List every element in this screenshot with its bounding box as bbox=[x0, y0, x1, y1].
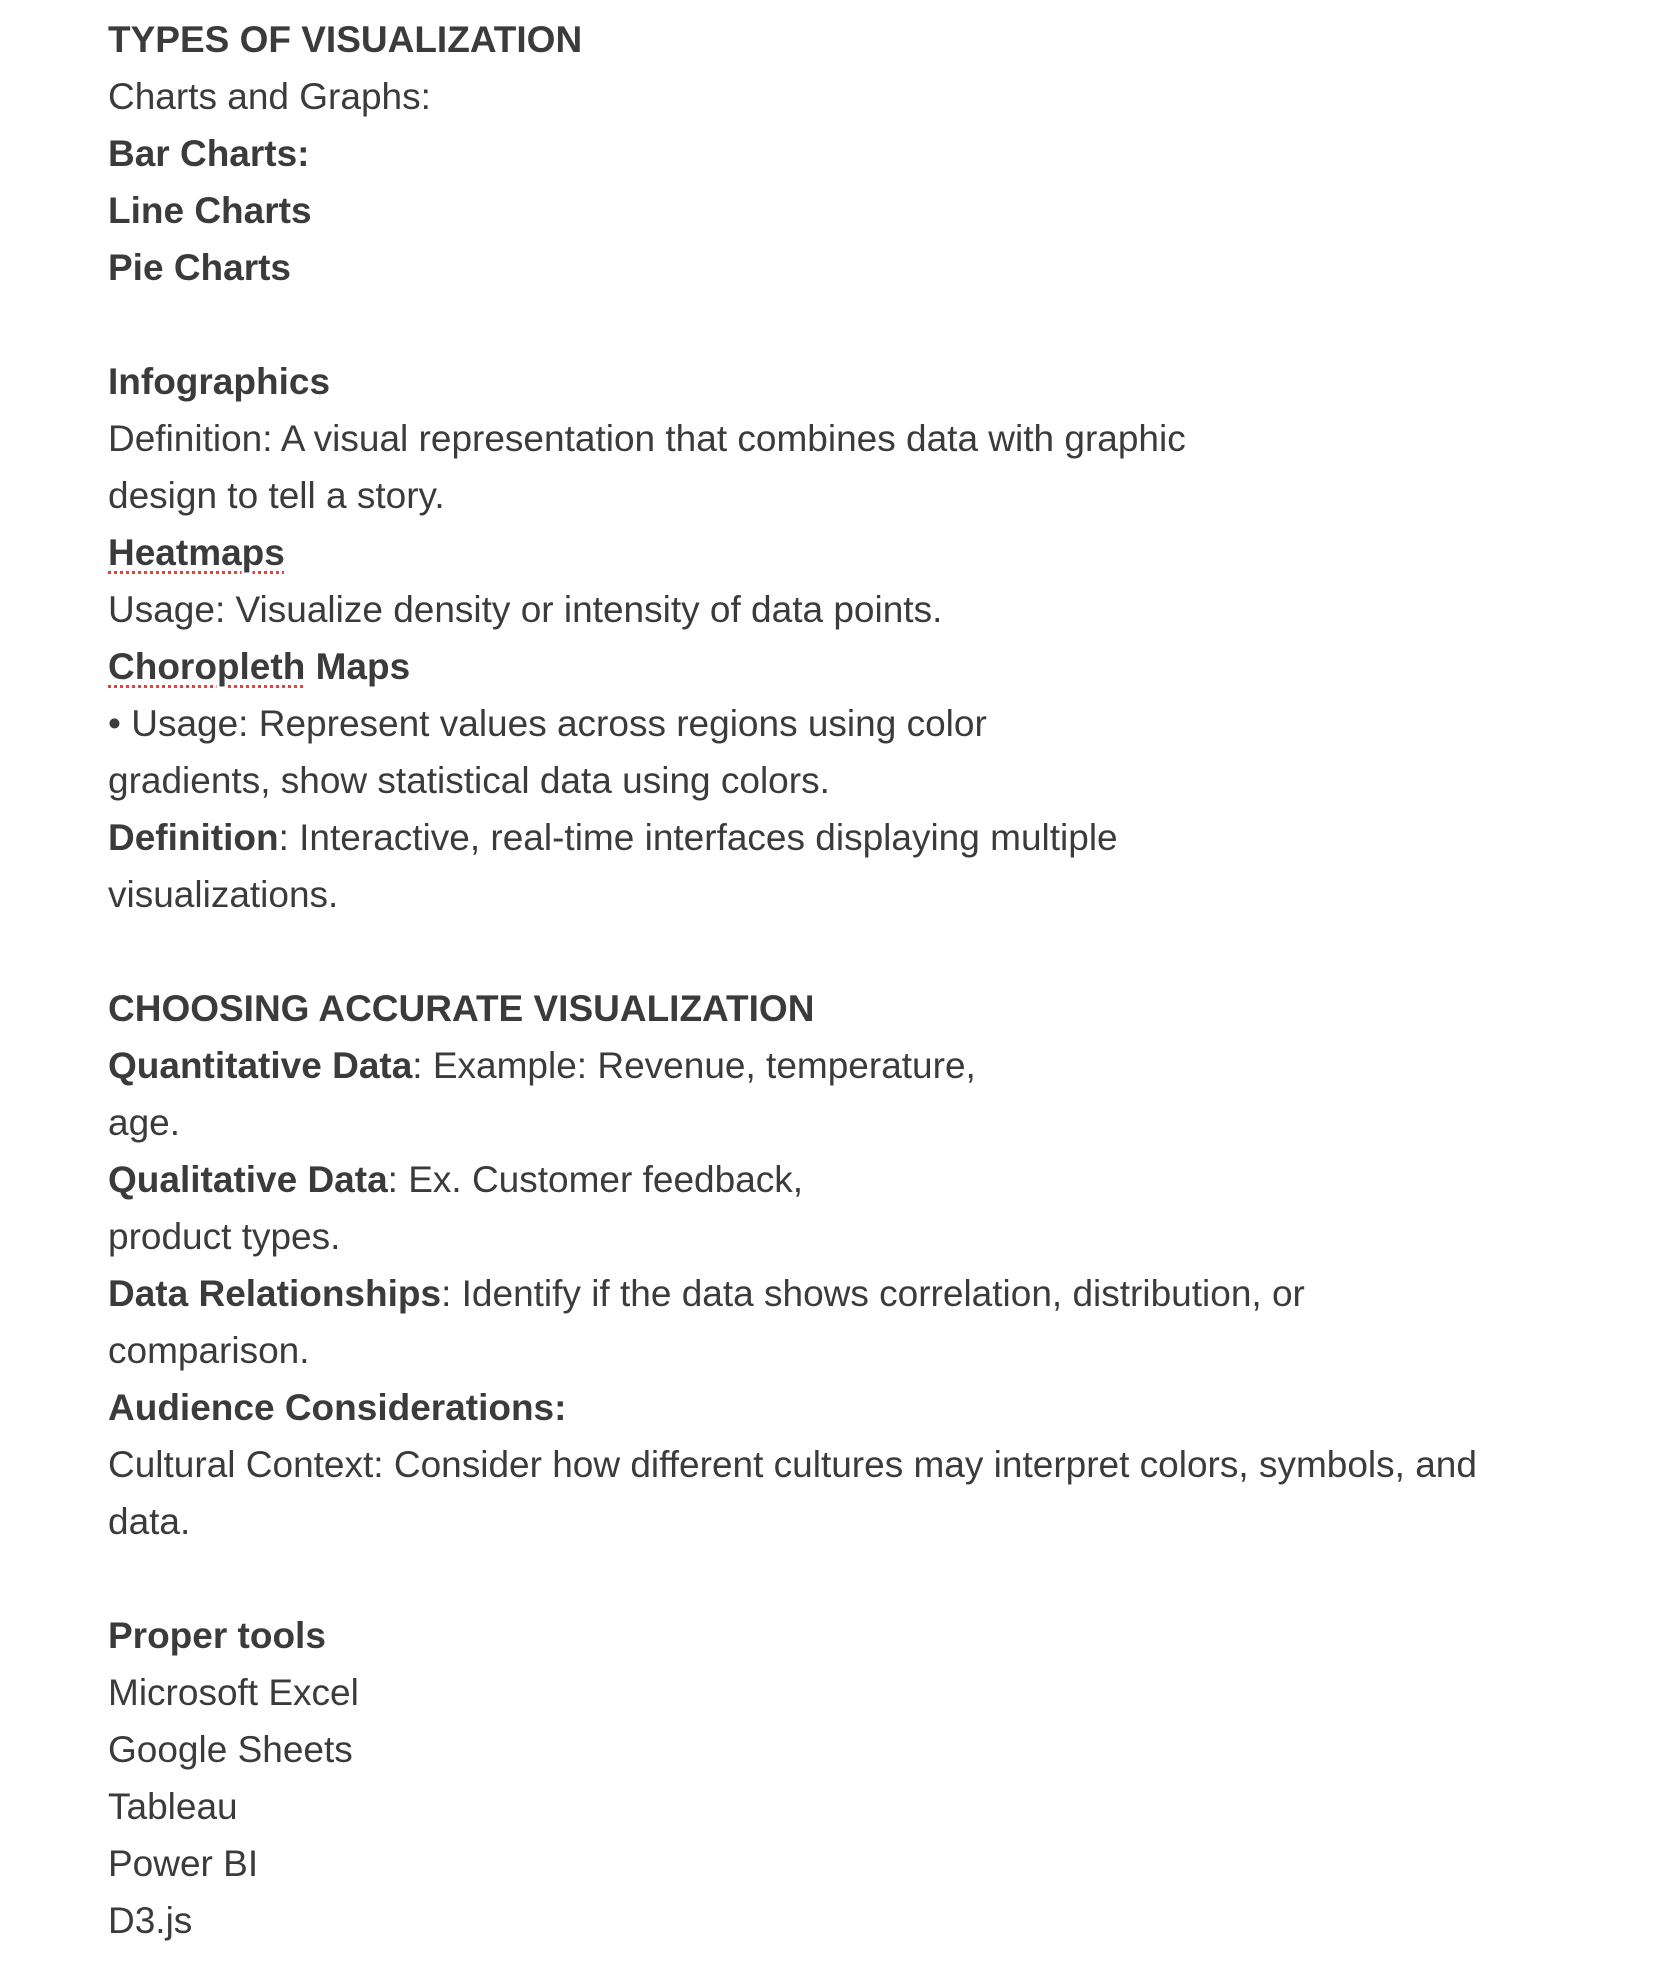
tool-item: Microsoft Excel bbox=[108, 1672, 359, 1713]
tool-item: Tableau bbox=[108, 1786, 238, 1827]
bar-charts-line: Bar Charts: bbox=[108, 133, 310, 174]
cultural-context-line2: data. bbox=[108, 1501, 191, 1542]
heatmaps-heading bbox=[108, 524, 1588, 581]
section-heading-choosing: CHOOSING ACCURATE VISUALIZATION bbox=[108, 988, 815, 1029]
blank-line bbox=[108, 296, 1588, 353]
infographics-heading: Infographics bbox=[108, 361, 331, 402]
audience-heading: Audience Considerations: bbox=[108, 1387, 567, 1428]
relationships-line1 bbox=[108, 1265, 1588, 1322]
blank-line bbox=[108, 923, 1588, 980]
blank-line bbox=[108, 1550, 1588, 1607]
choropleth-heading-rest: Maps bbox=[305, 646, 411, 687]
heatmaps-misspelled-word[interactable]: Heatmaps bbox=[108, 532, 285, 573]
quantitative-line1 bbox=[108, 1037, 1588, 1094]
qualitative-label: Qualitative Data bbox=[108, 1159, 388, 1200]
tool-item: D3.js bbox=[108, 1900, 193, 1941]
pie-charts-line: Pie Charts bbox=[108, 247, 292, 288]
note-body[interactable] bbox=[108, 11, 1588, 1949]
tool-item: Power BI bbox=[108, 1843, 259, 1884]
charts-graphs-line: Charts and Graphs: bbox=[108, 76, 431, 117]
choropleth-usage-line1: • Usage: Represent values across regions using color bbox=[108, 703, 987, 744]
tool-item: Google Sheets bbox=[108, 1729, 353, 1770]
tools-heading: Proper tools bbox=[108, 1615, 326, 1656]
relationships-line2: comparison. bbox=[108, 1330, 310, 1371]
relationships-label: Data Relationships bbox=[108, 1273, 442, 1314]
choropleth-heading bbox=[108, 638, 1588, 695]
relationships-text: : Identify if the data shows correlation, distribution, or bbox=[441, 1273, 1305, 1314]
cultural-context-line1: Cultural Context: Consider how different cultures may interpret colors, symbols, and bbox=[108, 1444, 1477, 1485]
line-charts-line: Line Charts bbox=[108, 190, 312, 231]
qualitative-line2: product types. bbox=[108, 1216, 341, 1257]
quantitative-line2: age. bbox=[108, 1102, 181, 1143]
dashboards-definition-line1 bbox=[108, 809, 1588, 866]
dashboards-definition-text: : Interactive, real-time interfaces displaying multiple bbox=[278, 817, 1118, 858]
dashboards-definition-line2: visualizations. bbox=[108, 874, 339, 915]
quantitative-text: : Example: Revenue, temperature, bbox=[412, 1045, 976, 1086]
infographics-definition-line1: Definition: A visual representation that combines data with graphic bbox=[108, 418, 1186, 459]
choropleth-misspelled-word[interactable]: Choropleth bbox=[108, 646, 306, 687]
qualitative-text: : Ex. Customer feedback, bbox=[387, 1159, 804, 1200]
quantitative-label: Quantitative Data bbox=[108, 1045, 413, 1086]
choropleth-usage-line2: gradients, show statistical data using colors. bbox=[108, 760, 830, 801]
section-heading-types: TYPES OF VISUALIZATION bbox=[108, 19, 583, 60]
heatmaps-usage: Usage: Visualize density or intensity of data points. bbox=[108, 589, 943, 630]
dashboards-definition-label: Definition bbox=[108, 817, 279, 858]
qualitative-line1 bbox=[108, 1151, 1588, 1208]
infographics-definition-line2: design to tell a story. bbox=[108, 475, 445, 516]
